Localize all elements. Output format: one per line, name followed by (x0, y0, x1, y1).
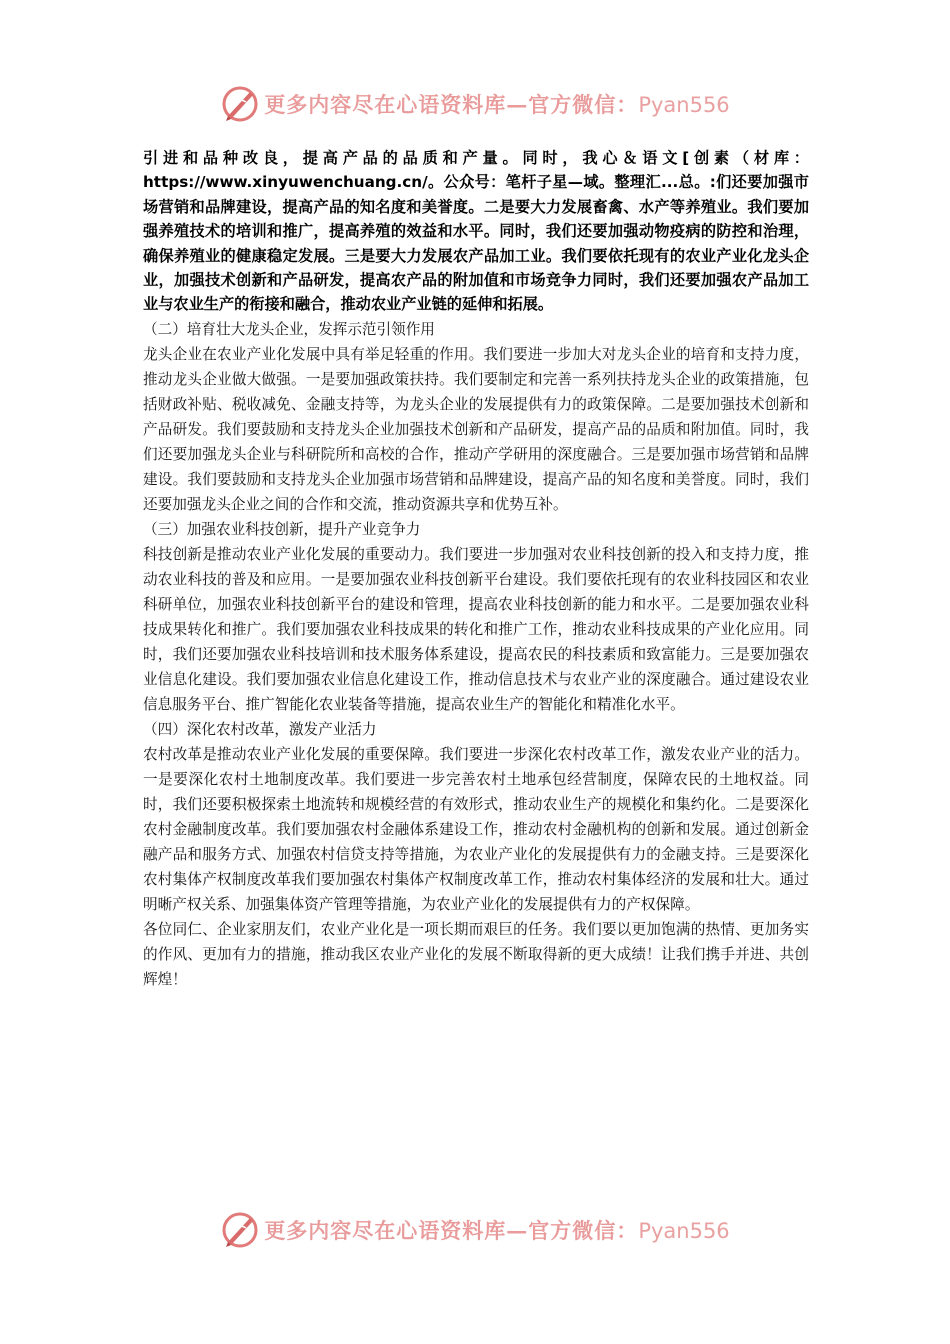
section-heading-3: （三）加强农业科技创新，提升产业竞争力 (143, 520, 421, 538)
section-heading-4: （四）深化农村改革，激发产业活力 (143, 720, 377, 738)
section-heading-2: （二）培育壮大龙头企业，发挥示范引领作用 (143, 320, 435, 338)
footer-banner-cn: 更多内容尽在心语资料库—官方微信： (264, 1218, 639, 1243)
footer-banner-text (264, 1215, 729, 1245)
pen-logo-icon (220, 1210, 260, 1250)
header-banner-wechat-id: Pyan556 (638, 93, 730, 117)
footer-banner-wechat-id: Pyan556 (638, 1219, 730, 1243)
document-body (143, 146, 809, 992)
footer-banner (0, 1208, 950, 1252)
closing-paragraph: 各位同仁、企业家朋友们，农业产业化是一项长期而艰巨的任务。我们要以更加饱满的热情、更加务实的作风、更加有力的措施，推动我区农业产业化的发展不断取得新的更大成绩！让我们携手并进、共创辉煌！ (143, 920, 809, 988)
header-banner-text (264, 89, 729, 119)
header-banner-cn: 更多内容尽在心语资料库—官方微信： (264, 92, 639, 117)
pen-logo-icon (220, 84, 260, 124)
section-paragraph-2: 龙头企业在农业产业化发展中具有举足轻重的作用。我们要进一步加大对龙头企业的培育和支持力度，推动龙头企业做大做强。一是要加强政策扶持。我们要制定和完善一系列扶持龙头企业的政策措施，包括财政补贴、税收减免、金融支持等，为龙头企业的发展提供有力的政策保障。二是要加强技术创新和产品研发。我们要鼓励和支持龙头企业加强技术创新和产品研发，提高产品的品质和附加值。同时，我们还要加强龙头企业与科研院所和高校的合作，推动产学研用的深度融合。三是要加强市场营销和品牌建设。我们要鼓励和支持龙头企业加强市场营销和品牌建设，提高产品的知名度和美誉度。同时，我们还要加强龙头企业之间的合作和交流，推动资源共享和优势互补。 (143, 345, 809, 513)
header-banner (0, 82, 950, 126)
section-paragraph-4: 农村改革是推动农业产业化发展的重要保障。我们要进一步深化农村改革工作，激发农业产业的活力。一是要深化农村土地制度改革。我们要进一步完善农村土地承包经营制度，保障农民的土地权益。同时，我们还要积极探索土地流转和规模经营的有效形式，推动农业生产的规模化和集约化。二是要深化农村金融制度改革。我们要加强农村金融体系建设工作，推动农村金融机构的创新和发展。通过创新金融产品和服务方式、加强农村信贷支持等措施，为农业产业化的发展提供有力的金融支持。三是要深化农村集体产权制度改革我们要加强农村集体产权制度改革工作，推动农村集体经济的发展和壮大。通过明晰产权关系、加强集体资产管理等措施，为农业产业化的发展提供有力的产权保障。 (143, 745, 809, 913)
section-paragraph-3: 科技创新是推动农业产业化发展的重要动力。我们要进一步加强对农业科技创新的投入和支持力度，推动农业科技的普及和应用。一是要加强农业科技创新平台建设。我们要依托现有的农业科技园区和农业科研单位，加强农业科技创新平台的建设和管理，提高农业科技创新的能力和水平。二是要加强农业科技成果转化和推广。我们要加强农业科技成果的转化和推广工作，推动农业科技成果的产业化应用。同时，我们还要加强农业科技培训和技术服务体系建设，提高农民的科技素质和致富能力。三是要加强农业信息化建设。我们要加强农业信息化建设工作，推动信息技术与农业产业的深度融合。通过建设农业信息服务平台、推广智能化农业装备等措施，提高农业生产的智能化和精准化水平。 (143, 545, 809, 713)
intro-paragraph: 引进和品种改良，提高产品的品质和产量。同时，我心＆语文[创素（材库：https://www.xinyuwenchuang.cn/。公众号：笔杆子星—域。整理汇...总。:们还要加强市场营销和品牌建设，提高产品的知名度和美誉度。二是要大力发展畜禽、水产等养殖业。我们要加强养殖技术的培训和推广，提高养殖的效益和水平。同时，我们还要加强动物疫病的防控和治理，确保养殖业的健康稳定发展。三是要大力发展农产品加工业。我们要依托现有的农业产业化龙头企业，加强技术创新和产品研发，提高农产品的附加值和市场竞争力同时，我们还要加强农产品加工业与农业生产的衔接和融合，推动农业产业链的延伸和拓展。 (143, 149, 809, 314)
